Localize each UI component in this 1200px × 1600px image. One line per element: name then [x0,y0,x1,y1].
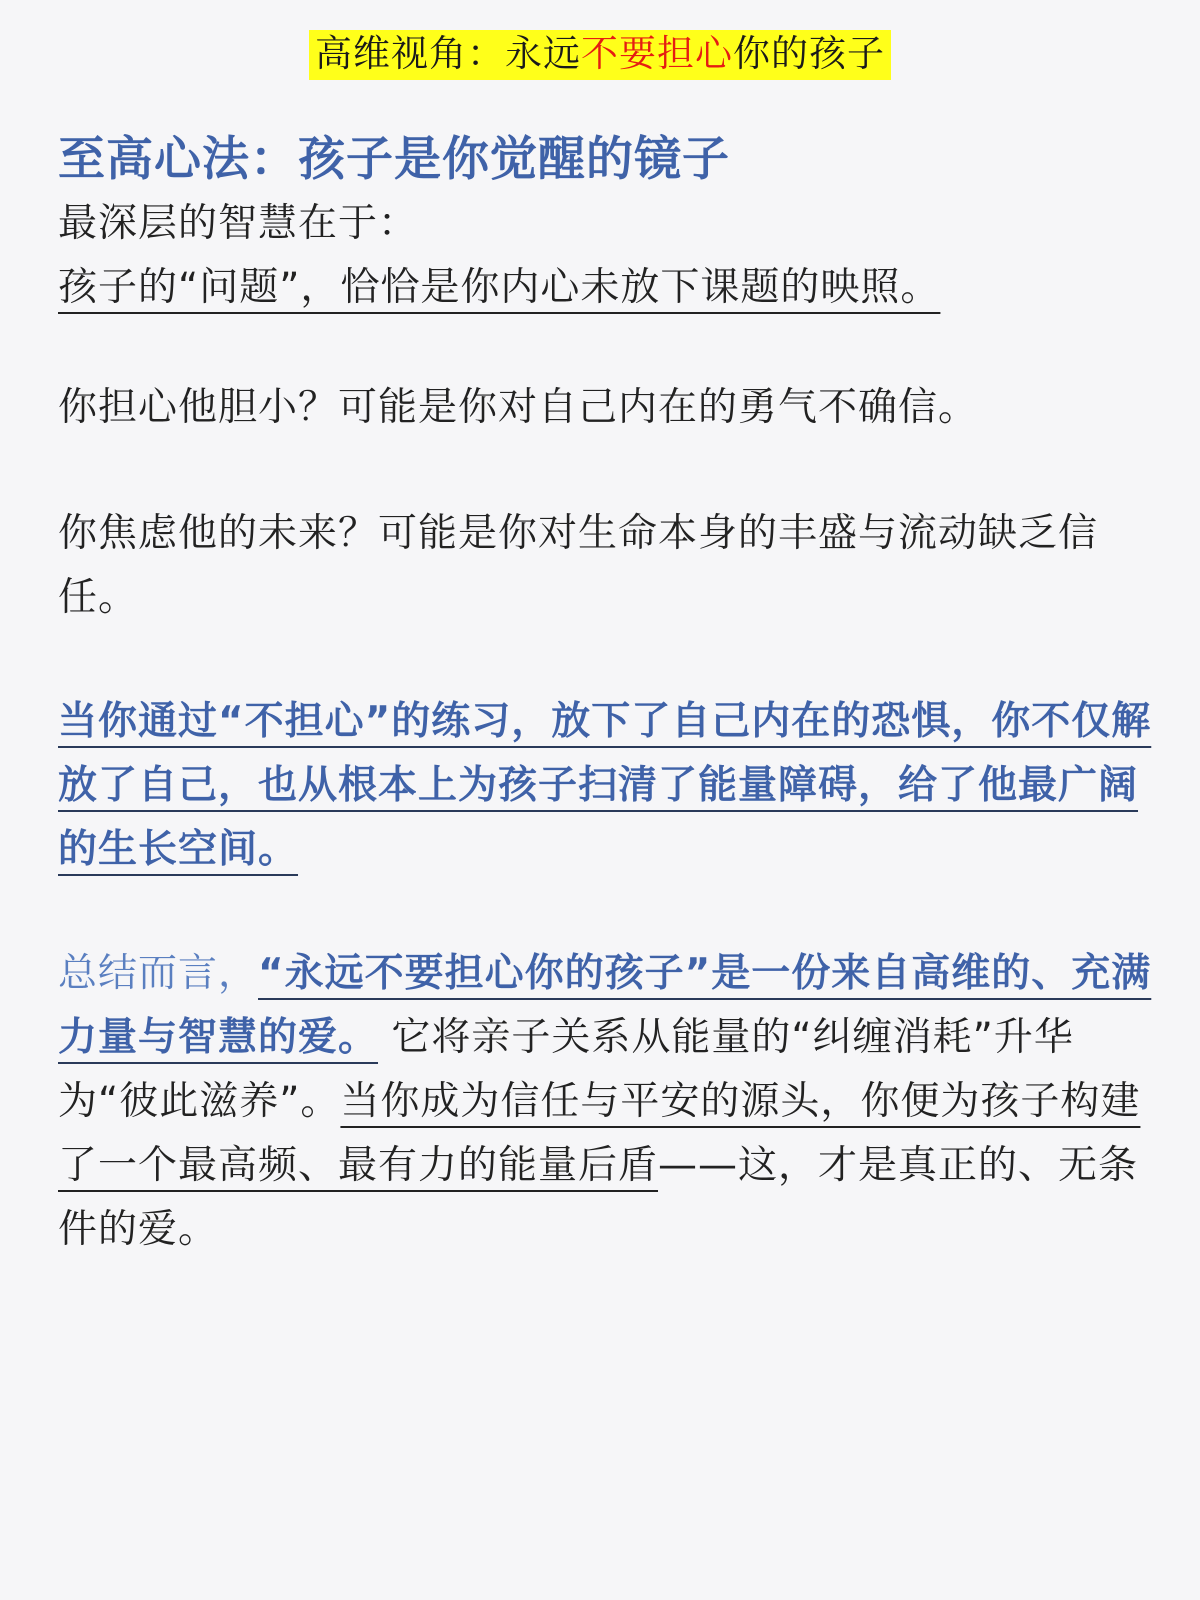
summary-bold: “永远不要担心你的孩子”是一份来自高维的、充满力量与智慧的爱。 [58,951,1152,1060]
section-title: 至高心法：孩子是你觉醒的镜子 [58,132,730,187]
paragraph-future: 你焦虑他的未来？可能是你对生命本身的丰盛与流动缺乏信任。 [58,511,1099,620]
summary-lead: 总结而言， [58,951,259,996]
summary-dash: —— [658,1143,739,1188]
header-part1: 高维视角：永远 [315,32,581,75]
header-banner [0,30,1200,80]
header-part2: 你的孩子 [733,32,885,75]
paragraph-release-text: 当你通过“不担心”的练习，放下了自己内在的恐惧，你不仅解放了自己，也从根本上为孩子扫清了能量障碍，给了他最广阔的生长空间。 [58,699,1152,872]
intro-line-2-text: 孩子的“问题”，恰恰是你内心未放下课题的映照。 [58,265,941,310]
paragraph-timid: 你担心他胆小？可能是你对自己内在的勇气不确信。 [58,385,979,430]
paragraph-release [58,690,1158,882]
header-title [309,30,891,80]
article-body [58,128,1158,1262]
header-highlight: 不要担心 [581,32,733,75]
summary-plain: 它将亲子关系从能量的“纠缠消耗”升华为“彼此滋养”。 [58,1015,1074,1124]
intro-line-2 [58,256,1158,320]
summary-ending: 这，才是真正的、无条件的爱。 [58,1143,1139,1252]
intro-line-1: 最深层的智慧在于： [58,201,419,246]
summary-underlined: 当你成为信任与平安的源头，你便为孩子构建了一个最高频、最有力的能量后盾 [58,1079,1141,1188]
paragraph-summary [58,942,1158,1262]
